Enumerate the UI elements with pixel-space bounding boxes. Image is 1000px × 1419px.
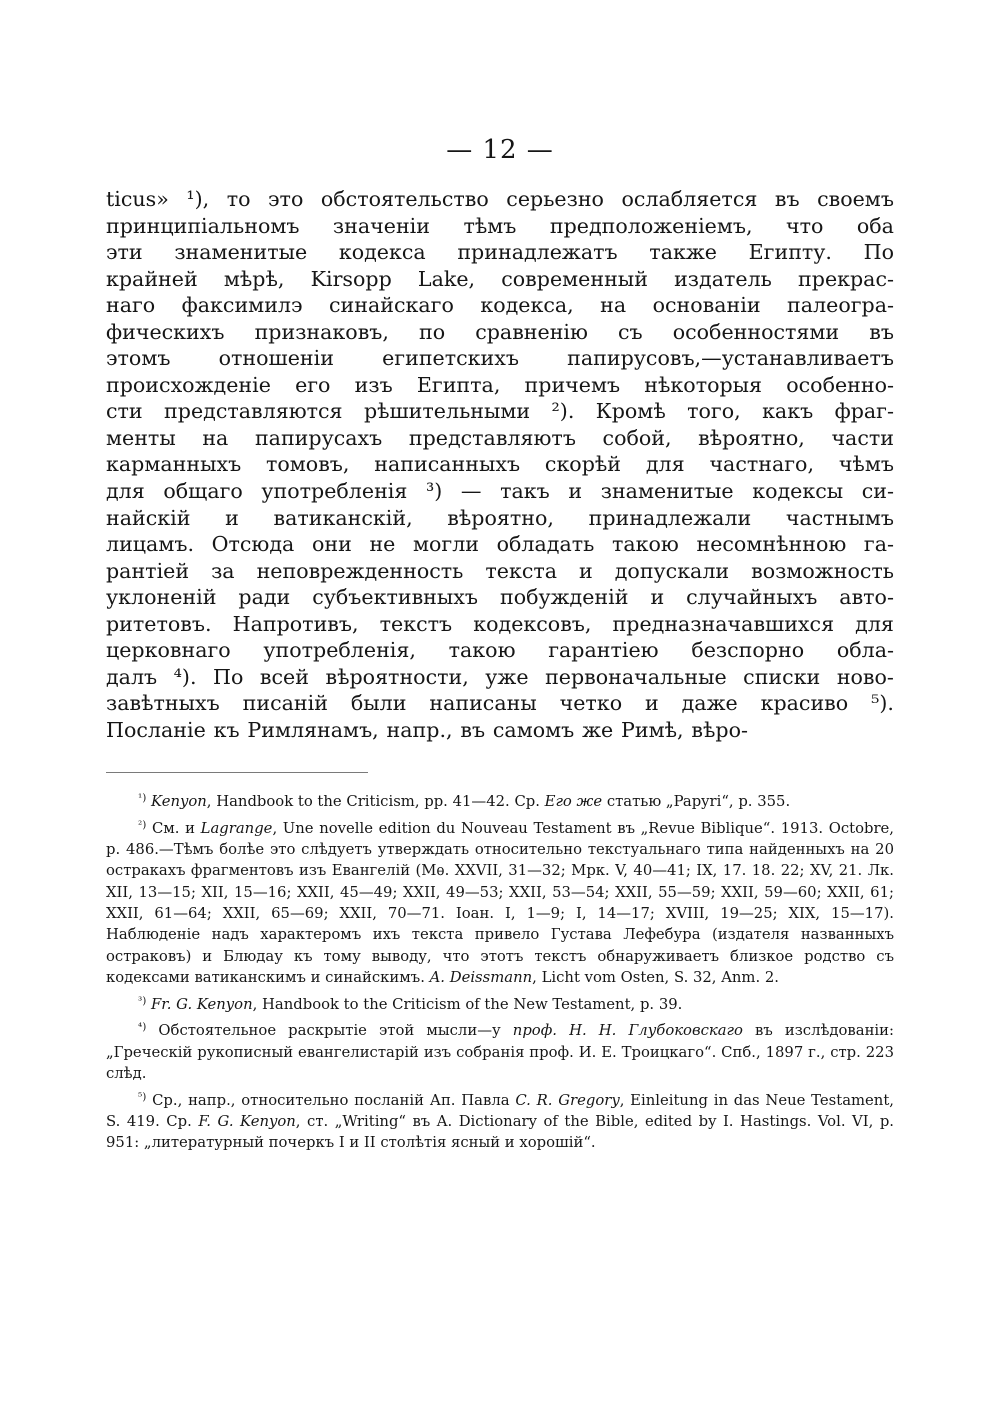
footnote-text: Обстоятельное раскрытіе этой мысли—у проф. Н. Н. Глубоковскаго въ изслѣдованіи: „Греческій рукописный евангелистарій изъ собранія проф. И. Е. Троицкаго“. Спб., 1897 г., стр. 223 слѣд. (106, 1022, 895, 1083)
text-line: карманныхъ томовъ, написанныхъ скорѣй для частнаго, чѣмъ (106, 452, 894, 477)
footnote (106, 1017, 894, 1084)
text-line: фическихъ признаковъ, по сравненію съ особенностями въ (106, 319, 894, 344)
text-line: наго факсимилэ синайскаго кодекса, на основаніи палеогра- (106, 293, 894, 318)
footnote-marker: ²) (138, 818, 147, 831)
footnote-marker: ⁵) (138, 1090, 147, 1103)
page-number: — 12 — (446, 135, 554, 165)
footnote-marker: ¹) (138, 792, 147, 804)
footnote-marker: ³) (138, 994, 147, 1007)
text-line: церковнаго употребленія, такою гарантіею безспорно обла- (106, 638, 894, 663)
footnote-separator (106, 772, 368, 773)
footnote (106, 991, 894, 1015)
footnote-text: Ср., напр., относительно посланій Ап. Павла C. R. Gregory, Einleitung in das Neue Testament, S. 419. Ср. F. G. Kenyon, ст. „Writing“ въ A. Dictionary of the Bible, edited by I. Hastings. Vol. VI, p. 951: „литературный почеркъ I и II столѣтія ясный и хорошій“. (106, 1091, 894, 1152)
text-line: далъ ⁴). По всей вѣроятности, уже первоначальные списки ново- (106, 664, 894, 689)
text-line: менты на папирусахъ представляютъ собой, вѣроятно, части (106, 425, 894, 450)
text-line: эти знаменитые кодекса принадлежатъ также Египту. По (106, 240, 894, 265)
text-line: крайней мѣрѣ, Kirsopp Lake, современный издатель прекрас- (106, 266, 894, 291)
text-line: лицамъ. Отсюда они не могли обладать такою несомнѣнною га- (106, 532, 894, 557)
text-line: Посланіе къ Римлянамъ, напр., въ самомъ же Римѣ, вѣро- (106, 717, 748, 742)
text-line: уклоненій ради субъективныхъ побужденій и случайныхъ авто- (106, 585, 894, 610)
text-line: сти представляются рѣшительными ²). Кромѣ того, какъ фраг- (106, 399, 894, 424)
footnote (106, 788, 894, 812)
footnote (106, 1087, 894, 1154)
text-line: ритетовъ. Напротивъ, текстъ кодексовъ, предназначавшихся для (106, 611, 894, 636)
text-line: для общаго употребленія ³) — такъ и знаменитые кодексы си- (106, 479, 894, 504)
text-line: принципіальномъ значеніи тѣмъ предположеніемъ, что оба (106, 213, 894, 238)
text-line: происхожденіе его изъ Египта, причемъ нѣкоторыя особенно- (106, 372, 894, 397)
text-line: ticus» ¹), то это обстоятельство серьезно ослабляется въ своемъ (106, 187, 894, 211)
main-text (106, 186, 894, 743)
footnote-text: Fr. G. Kenyon, Handbook to the Criticism of the New Testament, p. 39. (151, 995, 683, 1013)
footnote (106, 815, 894, 988)
text-line: найскій и ватиканскій, вѣроятно, принадлежали частнымъ (106, 505, 894, 530)
text-line: рантіей за неповрежденность текста и допускали возможность (106, 558, 894, 583)
footnotes (106, 788, 894, 1156)
footnote-marker: ⁴) (138, 1021, 147, 1034)
text-line: завѣтныхъ писаній были написаны четко и даже красиво ⁵). (106, 691, 894, 716)
footnote-text: Kenyon, Handbook to the Criticism, pp. 41—42. Ср. Его же статью „Papyri“, p. 355. (151, 793, 791, 810)
text-line: этомъ отношеніи египетскихъ папирусовъ,—устанавливаетъ (106, 346, 894, 371)
footnote-text: См. и Lagrange, Une novelle edition du Nouveau Testament въ „Revue Biblique“. 1913. Octobre, p. 486.—Тѣмъ болѣе это слѣдуетъ утверждать относительно текстуальнаго типа найденныхъ на 20 остракахъ фрагментовъ изъ Евангелій (Мѳ. XXVII, 31—32; Мрк. V, 40—41; IX, 17. 18. 22; XV, 21. Лк. XII, 13—15; XII, 15—16; XXII, 45—49; XXII, 49—53; XXII, 53—54; XXII, 55—59; XXII, 59—60; XXII, 61; XXII, 61—64; XXII, 65—69; XXII, 70—71. Іоан. I, 1—9; I, 14—17; XVIII, 19—25; XIX, 15—17). Наблюденіе надъ характеромъ ихъ текста привело Густава Лефебура (издателя названныхъ остраковъ) и Блюдау къ тому выводу, что этотъ текстъ обнаруживаетъ близкое родство съ кодексами ватиканскимъ и синайскимъ. A. Deissmann, Licht vom Osten, S. 32, Anm. 2. (106, 819, 894, 986)
